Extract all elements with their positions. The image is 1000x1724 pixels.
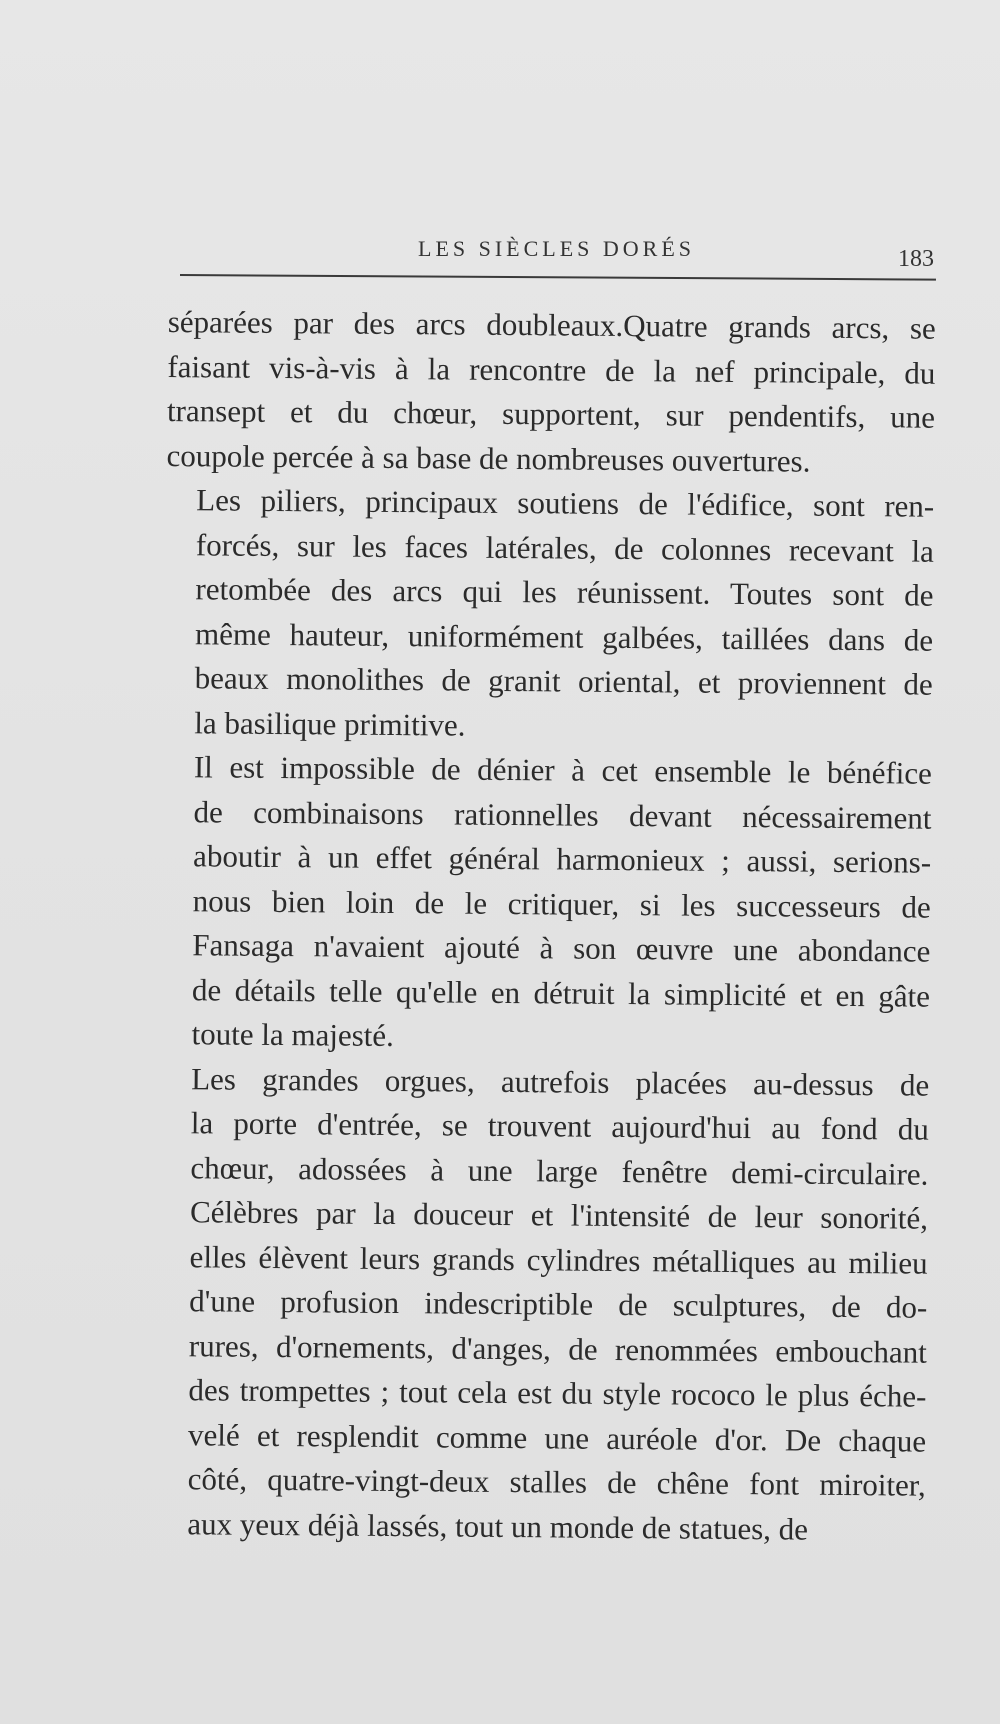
text-line: la porte d'entrée, se trouvent aujourd'hui au fond du — [190, 1105, 929, 1147]
text-line: Célèbres par la douceur et l'intensité de leur sonorité, — [189, 1194, 929, 1236]
text-line: velé et resplendit comme une auréole d'or. De chaque — [187, 1416, 927, 1459]
text-line: nous bien loin de le critiquer, si les successeurs de — [192, 882, 931, 925]
text-line: aux yeux déjà lassés, tout un monde de statues, de — [187, 1505, 809, 1547]
text-line: Fansaga n'avaient ajouté à son œuvre une abondance — [192, 927, 931, 969]
text-line: côté, quatre-vingt-deux stalles de chêne font miroiter, — [187, 1461, 926, 1503]
paragraph — [157, 1056, 929, 1552]
text-line: Les grandes orgues, autrefois placées au-dessus de — [191, 1060, 930, 1103]
text-line: beaux monolithes de granit oriental, et proviennent de — [194, 660, 933, 702]
text-line: aboutir à un effet général harmonieux ; aussi, serions- — [192, 838, 932, 880]
text-line: la basilique primitive. — [194, 704, 466, 743]
text-line: même hauteur, uniformément galbées, taillées dans de — [194, 615, 934, 658]
text-line: chœur, adossées à une large fenêtre demi-circulaire. — [190, 1149, 929, 1192]
text-line: de combinaisons rationnelles devant nécessairement — [193, 793, 932, 836]
text-line: coupole percée à sa base de nombreuses ouvertures. — [166, 437, 811, 479]
text-line: Les piliers, principaux soutiens de l'édifice, sont ren- — [196, 482, 935, 524]
paragraph — [161, 745, 932, 1063]
paragraph — [166, 300, 936, 485]
running-title: LES SIÈCLES DORÉS — [418, 236, 696, 261]
text-line: des trompettes ; tout cela est du style rococo le plus éche- — [188, 1372, 927, 1414]
header-rule — [180, 274, 936, 281]
text-line: retombée des arcs qui les réunissent. Toutes sont de — [195, 571, 934, 613]
text-line: transept et du chœur, supportent, sur pendentifs, une — [166, 392, 936, 435]
text-line: forcés, sur les faces latérales, de colonnes recevant la — [195, 526, 934, 569]
text-line: elles élèvent leurs grands cylindres métalliques au milieu — [189, 1238, 928, 1281]
text-line: d'une profusion indescriptible de sculptures, de do- — [189, 1283, 928, 1325]
text-line: Il est impossible de dénier à cet ensemble le bénéfice — [193, 749, 933, 791]
text-line: rures, d'ornements, d'anges, de renommées embouchant — [188, 1327, 928, 1370]
body-text — [157, 300, 936, 1553]
text-line: séparées par des arcs doubleaux.Quatre grands arcs, se — [167, 303, 936, 346]
text-line: de détails telle qu'elle en détruit la simplicité et en gâte — [191, 971, 931, 1014]
page-number: 183 — [898, 246, 934, 272]
text-line: faisant vis-à-vis à la rencontre de la nef principale, du — [167, 348, 936, 391]
paragraph — [164, 478, 934, 752]
text-line: toute la majesté. — [191, 1016, 395, 1053]
